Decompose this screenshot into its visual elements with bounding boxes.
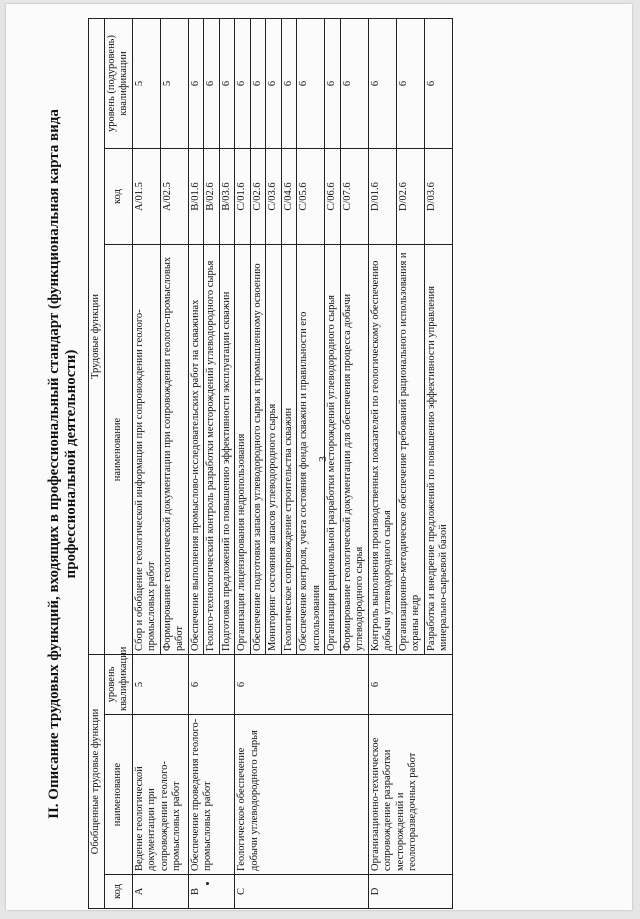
- function-code: C/07.6: [340, 149, 368, 245]
- group-name: Организационно-техническое сопровождение разработки месторождений и геологоразведочных работ: [368, 715, 452, 875]
- section-title: [46, 19, 80, 909]
- header-row-1: [89, 18, 105, 908]
- function-name: Подготовка предложений по повышению эффективности эксплуатации скважин: [219, 245, 235, 655]
- function-level: 6: [219, 18, 235, 148]
- page-number: 3: [317, 456, 329, 462]
- function-level: 6: [188, 18, 204, 148]
- function-code: C/06.6: [325, 149, 341, 245]
- function-level: 6: [250, 18, 266, 148]
- function-name: Обеспечение выполнения промыслово-исследовательских работ на скважинах: [188, 245, 204, 655]
- table-row: [235, 18, 251, 908]
- group-level: 5: [132, 655, 188, 715]
- function-level: 6: [281, 18, 297, 148]
- function-name: Организация рациональной разработки месторождений углеводородного сырья: [325, 245, 341, 655]
- table-body: [132, 18, 452, 908]
- function-code: A/01.5: [132, 149, 160, 245]
- function-name: Контроль выполнения производственных показателей по геологическому обеспечению добычи углеводородного сырья: [368, 245, 396, 655]
- header-name: наименование: [104, 715, 132, 875]
- function-code: B/01.6: [188, 149, 204, 245]
- function-code: B/02.6: [204, 149, 220, 245]
- function-code: A/02.5: [160, 149, 188, 245]
- group-level: 6: [235, 655, 369, 715]
- function-name: Разработка и внедрение предложений по повышению эффективности управления минерально-сырьевой базой: [424, 245, 452, 655]
- function-code: C/01.6: [235, 149, 251, 245]
- function-level: 6: [424, 18, 452, 148]
- function-code: D/03.6: [424, 149, 452, 245]
- function-level: 6: [368, 18, 396, 148]
- group-code: A: [132, 875, 188, 909]
- function-level: 6: [325, 18, 341, 148]
- function-level: 6: [297, 18, 325, 148]
- function-name: Сбор и обобщение геологической информации при сопровождении геолого-промысловых работ: [132, 245, 160, 655]
- header-generalized: Обобщенные трудовые функции: [89, 655, 105, 909]
- group-level: 6: [188, 655, 235, 715]
- function-level: 6: [204, 18, 220, 148]
- function-code: D/01.6: [368, 149, 396, 245]
- header-row-2: [104, 18, 132, 908]
- function-level: 5: [160, 18, 188, 148]
- function-level: 6: [396, 18, 424, 148]
- function-code: D/02.6: [396, 149, 424, 245]
- function-name: Формирование геологической документации при сопровождении геолого-промысловых работ: [160, 245, 188, 655]
- group-code: D: [368, 875, 452, 909]
- function-name: Геолого-технологический контроль разработки месторождений углеводородного сырья: [204, 245, 220, 655]
- header-level: уровень квалификации: [104, 655, 132, 715]
- section-title-line-2: профессиональной деятельности): [63, 349, 79, 579]
- group-code: B: [188, 875, 235, 909]
- document-page: [6, 4, 632, 910]
- group-code: C: [235, 875, 369, 909]
- function-name: Формирование геологической документации для обеспечения процесса добычи углеводородного сырья: [340, 245, 368, 655]
- rotated-content: [46, 19, 606, 909]
- group-name: Ведение геологической документации при сопровождении геолого-промысловых работ: [132, 715, 188, 875]
- table-row: [368, 18, 396, 908]
- function-name: Геологическое сопровождение строительства скважин: [281, 245, 297, 655]
- function-level: 6: [340, 18, 368, 148]
- function-name: Организационно-методическое обеспечение требований рационального использования и охраны недр: [396, 245, 424, 655]
- table-row: [188, 18, 204, 908]
- header-labor-code: код: [104, 149, 132, 245]
- function-level: 6: [235, 18, 251, 148]
- function-name: Обеспечение подготовки запасов углеводородного сырья к промышленному освоению: [250, 245, 266, 655]
- function-level: 6: [266, 18, 282, 148]
- header-labor-name: наименование: [104, 245, 132, 655]
- header-labor-level: уровень (подуровень) квалификации: [104, 18, 132, 148]
- header-labor: Трудовые функции: [89, 18, 105, 654]
- function-code: C/04.6: [281, 149, 297, 245]
- table-row: [132, 18, 160, 908]
- function-level: 5: [132, 18, 160, 148]
- section-title-line-1: II. Описание трудовых функций, входящих в профессиональный стандарт (функциональная карта вида: [46, 109, 62, 819]
- function-code: C/02.6: [250, 149, 266, 245]
- function-name: Организация лицензирования недропользования: [235, 245, 251, 655]
- group-level: 6: [368, 655, 452, 715]
- function-code: C/05.6: [297, 149, 325, 245]
- function-code: C/03.6: [266, 149, 282, 245]
- group-name: Обеспечение проведения геолого-промысловых работ: [188, 715, 235, 875]
- functional-map-table: [88, 18, 453, 909]
- function-name: Обеспечение контроля, учета состояния фонда скважин и правильности его использования: [297, 245, 325, 655]
- header-code: код: [104, 875, 132, 909]
- group-name: Геологическое обеспечение добычи углеводородного сырья: [235, 715, 369, 875]
- function-code: B/03.6: [219, 149, 235, 245]
- function-name: Мониторинг состояния запасов углеводородного сырья: [266, 245, 282, 655]
